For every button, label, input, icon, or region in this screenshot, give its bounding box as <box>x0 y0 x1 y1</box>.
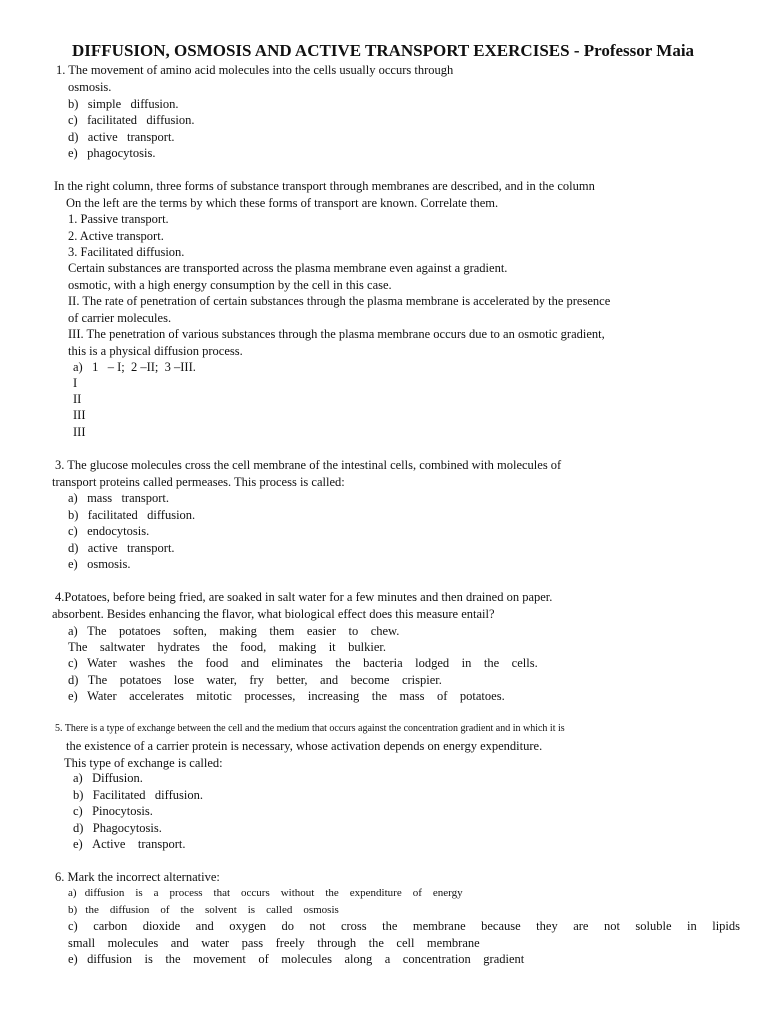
q5-stem: the existence of a carrier protein is necessary, whose activation depends on energy expenditure. <box>66 739 543 753</box>
q6-option: a) diffusion is a process that occurs without the expenditure of energy <box>68 887 463 899</box>
q2-description: of carrier molecules. <box>68 311 172 325</box>
q5-stem: This type of exchange is called: <box>64 756 223 770</box>
q3-stem: 3. The glucose molecules cross the cell membrane of the intestinal cells, combined with molecules of <box>55 458 562 472</box>
q2-term: 1. Passive transport. <box>68 212 169 226</box>
q3-option: a) mass transport. <box>68 491 170 505</box>
q1-option: c) facilitated diffusion. <box>68 113 195 127</box>
q4-option: e) Water accelerates mitotic processes, increasing the mass of potatoes. <box>68 689 505 703</box>
q4-option: d) The potatoes lose water, fry better, and become crispier. <box>68 673 442 687</box>
q2-description: II. The rate of penetration of certain substances through the plasma membrane is accelerated by the presence <box>68 294 611 308</box>
q4-option: c) Water washes the food and eliminates the bacteria lodged in the cells. <box>68 656 538 670</box>
q3-option: c) endocytosis. <box>68 524 150 538</box>
q2-roman-numeral: III <box>73 408 86 422</box>
q2-description: Certain substances are transported across the plasma membrane even against a gradient. <box>68 261 508 275</box>
q2-roman-numeral: I <box>73 376 78 390</box>
q2-description: this is a physical diffusion process. <box>68 344 243 358</box>
q2-intro: On the left are the terms by which these forms of transport are known. Correlate them. <box>66 196 499 210</box>
q2-description: III. The penetration of various substances through the plasma membrane occurs due to an osmotic gradient, <box>68 327 605 341</box>
q3-option: b) facilitated diffusion. <box>68 508 196 522</box>
q1-option: d) active transport. <box>68 130 175 144</box>
q5-option: b) Facilitated diffusion. <box>73 788 203 802</box>
q3-option: e) osmosis. <box>68 557 131 571</box>
q2-term: 3. Facilitated diffusion. <box>68 245 185 259</box>
document-title: DIFFUSION, OSMOSIS AND ACTIVE TRANSPORT EXERCISES - Professor Maia <box>72 41 695 60</box>
q4-option: a) The potatoes soften, making them easier to chew. <box>68 624 400 638</box>
q2-roman-numeral: III <box>73 425 86 439</box>
q2-description: osmotic, with a high energy consumption by the cell in this case. <box>68 278 392 292</box>
q5-option: a) Diffusion. <box>73 771 143 785</box>
q1-stem: 1. The movement of amino acid molecules into the cells usually occurs through <box>56 63 454 77</box>
q2-option: a) 1 – I; 2 –II; 3 –III. <box>73 360 196 374</box>
q2-intro: In the right column, three forms of substance transport through membranes are described, and in the column <box>54 179 595 193</box>
q6-option: c) carbon dioxide and oxygen do not cross the membrane because they are not soluble in lipids <box>68 919 740 933</box>
q3-option: d) active transport. <box>68 541 175 555</box>
q3-stem: transport proteins called permeases. This process is called: <box>52 475 345 489</box>
q1-option: osmosis. <box>68 80 112 94</box>
q5-option: d) Phagocytosis. <box>73 821 162 835</box>
q6-option: b) the diffusion of the solvent is called osmosis <box>68 904 339 916</box>
q5-option: c) Pinocytosis. <box>73 804 153 818</box>
q1-option: e) phagocytosis. <box>68 146 156 160</box>
q6-stem: 6. Mark the incorrect alternative: <box>55 870 220 884</box>
q6-option: e) diffusion is the movement of molecules along a concentration gradient <box>68 952 525 966</box>
q2-term: 2. Active transport. <box>68 229 164 243</box>
q5-stem: 5. There is a type of exchange between the cell and the medium that occurs against the concentration gradient and in which it is <box>55 723 565 734</box>
q4-option: The saltwater hydrates the food, making it bulkier. <box>68 640 386 654</box>
q1-option: b) simple diffusion. <box>68 97 179 111</box>
q4-stem: absorbent. Besides enhancing the flavor, what biological effect does this measure entail? <box>52 607 495 621</box>
q6-option: small molecules and water pass freely through the cell membrane <box>68 936 480 950</box>
q5-option: e) Active transport. <box>73 837 186 851</box>
q4-stem: 4.Potatoes, before being fried, are soaked in salt water for a few minutes and then drained on paper. <box>55 590 553 604</box>
q2-roman-numeral: II <box>73 392 82 406</box>
